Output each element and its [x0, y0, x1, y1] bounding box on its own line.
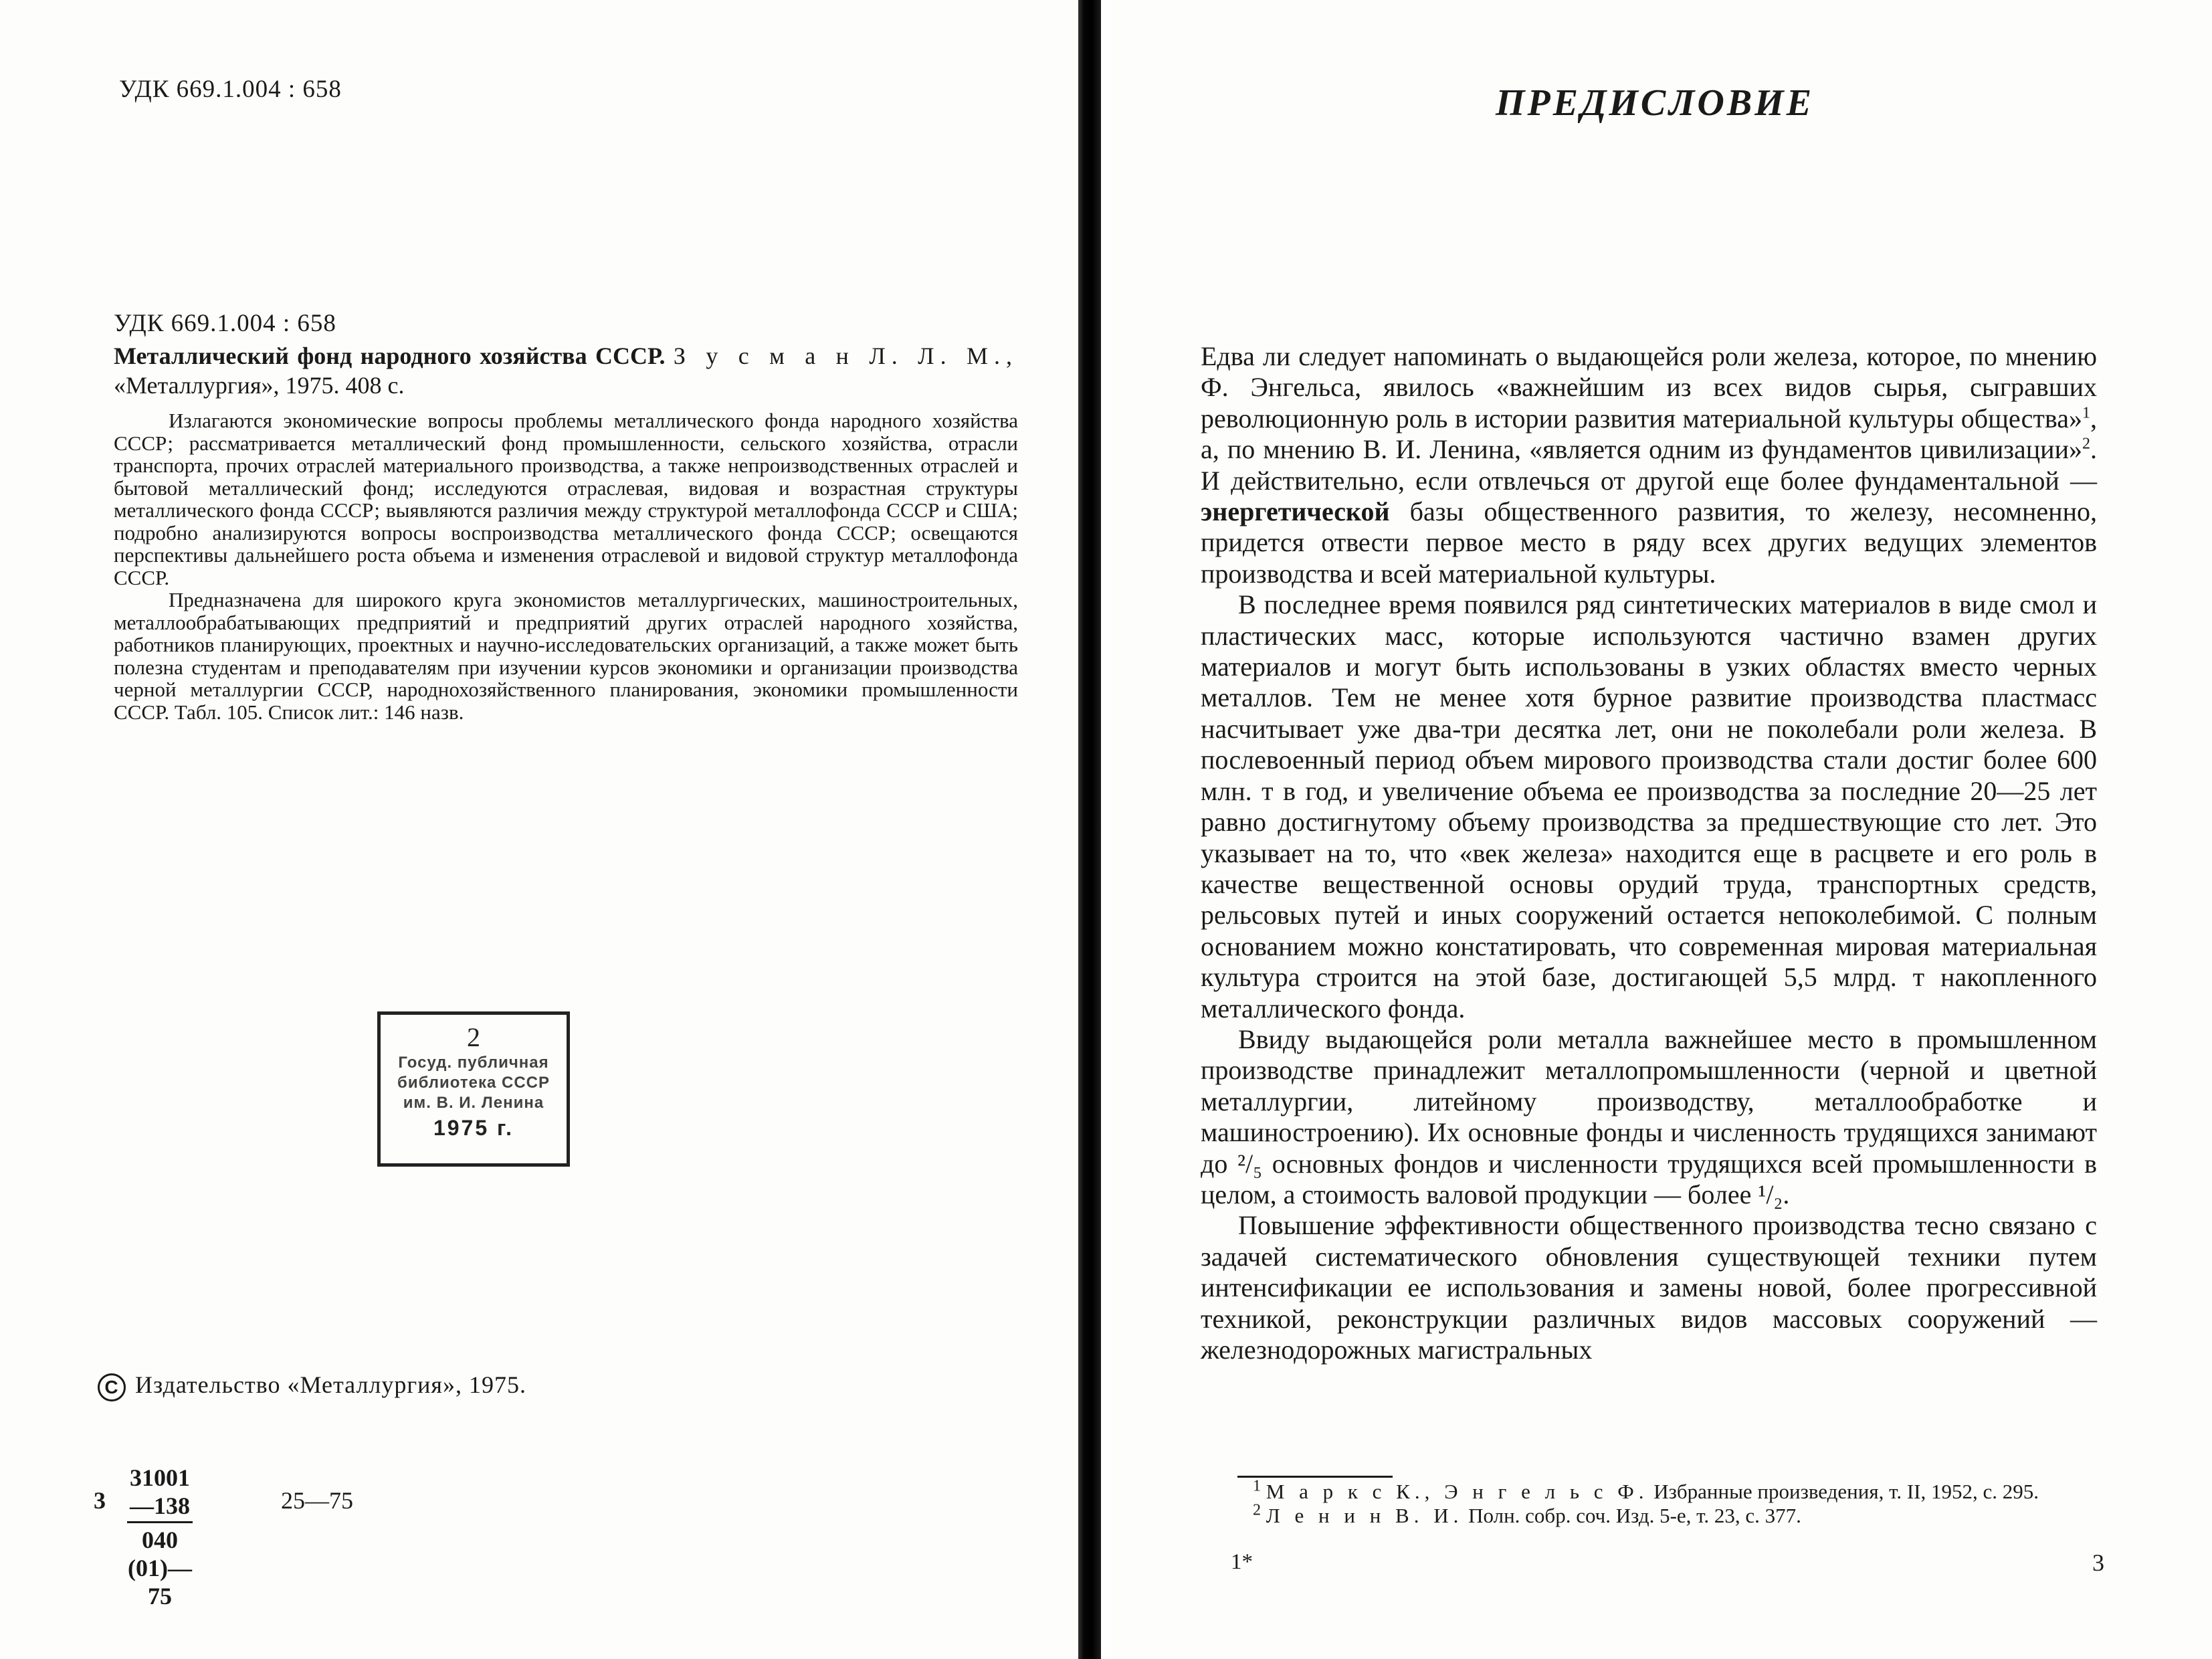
footnote-ref-2: 2: [2082, 435, 2090, 453]
stamp-line: им. В. И. Ленина: [403, 1094, 544, 1112]
code-suffix: 25—75: [281, 1487, 353, 1514]
footnote-text: Полн. собр. соч. Изд. 5-е, т. 23, с. 377.: [1468, 1504, 1801, 1527]
stamp-number: 2: [467, 1022, 480, 1052]
code-denominator: 040 (01)—75: [128, 1527, 192, 1609]
code-fraction: [127, 1464, 193, 1610]
footnotes: [1253, 1477, 2102, 1528]
left-page: [0, 0, 1084, 1659]
text-run: основных фондов и численности трудящихся всей промышленности в целом, а стоимость валовой продукции — более: [1201, 1148, 2097, 1209]
footnote-ref-1: 1: [2082, 404, 2090, 422]
bold-term: энергетической: [1201, 496, 1390, 527]
fraction-two-fifths: ²/₅: [1237, 1148, 1263, 1179]
code-numerator: 31001—138: [127, 1464, 193, 1523]
footnote-2: [1253, 1501, 2102, 1528]
biblio-title: Металлический фонд народного хозяйства СССР.: [114, 343, 666, 369]
abstract: [114, 409, 1018, 723]
text-run: базы общественного развития, то железу, несомненно, придется отвести первое место в ряду всех других ведущих элементов производства и всей материальной культуры.: [1201, 496, 2097, 589]
preface-paragraph-1: [1201, 341, 2097, 589]
footnote-1: [1253, 1477, 2102, 1504]
copyright-text: Издательство «Металлургия», 1975.: [135, 1371, 526, 1398]
fraction-one-half: ¹/₂: [1758, 1179, 1783, 1209]
page-title: ПРЕДИСЛОВИЕ: [1496, 82, 1815, 124]
preface-paragraph-3: [1201, 1024, 2097, 1210]
text-run: , а, по мнению В. И. Ленина, «является одним из фундаментов цивилизации»: [1201, 403, 2097, 465]
bibliographic-entry: [114, 341, 1018, 400]
abstract-paragraph-2: Предназначена для широкого круга экономистов металлургических, машиностроительных, металлообрабатывающих предприятий и предприятий других отраслей народного хозяйства, работников планирующих, проектных и научно-исследовательских организаций, а также может быть полезна студентам и преподавателям при изучении курсов экономики и организации производства черной металлургии СССР, народнохозяйственного планирования, экономики промышленности СССР. Табл. 105. Список лит.: 146 назв.: [114, 588, 1018, 724]
footnote-author: Л е н и н В. И.: [1266, 1504, 1464, 1527]
text-run: Ввиду выдающейся роли металла важнейшее место в промышленном производстве принадлежит металлопромышленности (черной и цветной металлургии, литейному производству, металлообработке и машиностроению). Их основные фонды и численность трудящихся занимают до: [1201, 1023, 2097, 1179]
copyright-icon: C: [98, 1373, 126, 1401]
text-run: . И действительно, если отвлечься от другой еще более фундаментальной —: [1201, 434, 2097, 496]
preface-body: [1201, 341, 2097, 1365]
biblio-publisher: «Металлургия», 1975. 408 с.: [114, 372, 405, 399]
footnote-number: 1: [1253, 1477, 1261, 1495]
book-spine-shadow: [1078, 0, 1101, 1659]
stamp-line: Госуд. публичная: [398, 1054, 549, 1072]
abstract-paragraph-1: Излагаются экономические вопросы проблемы металлического фонда народного хозяйства СССР; рассматривается металлический фонд промышленности, сельского хозяйства, отрасли транспорта, прочих отраслей материального производства, а также непроизводственных отраслей и бытовой металлический фонд; исследуются отраслевая, видовая и возрастная структуры металлического фонда СССР; выявляются различия между структурой металлофонда СССР и США; подробно анализируются вопросы воспроизводства металлического фонда СССР; освещаются перспективы дальнейшего роста объема и изменения отраслевой и видовой структур металлофонда СССР.: [114, 409, 1018, 589]
stamp-year: 1975 г.: [433, 1116, 514, 1140]
footnote-number: 2: [1253, 1501, 1261, 1519]
library-stamp: [377, 1011, 570, 1167]
stamp-line: библиотека СССР: [397, 1074, 550, 1092]
code-prefix: 3: [94, 1487, 106, 1514]
text-run: .: [1783, 1179, 1790, 1209]
udk-code: УДК 669.1.004 : 658: [114, 310, 336, 337]
footnote-author: М а р к с К., Э н г е л ь с Ф.: [1266, 1480, 1649, 1503]
preface-paragraph-2: В последнее время появился ряд синтетических материалов в виде смол и пластических масс, которые используются частично взамен других материалов и могут быть использованы в узких областях вместо черных металлов. Тем не менее хотя бурное развитие производства пластмасс насчитывает уже два-три десятка лет, они не поколебали роли железа. В послевоенный период объем мирового производства стали достиг более 600 млн. т в год, и увеличение объема ее производства за последние 20—25 лет равно достигнутому объему производства за предшествующие сто лет. Это указывает на то, что «век железа» находится еще в расцвете и его роль в качестве вещественной основы орудий труда, транспортных средств, рельсовых путей и иных сооружений остается непоколебимой. С полным основанием можно констатировать, что современная мировая материальная культура строится на этой базе, достигающей 5,5 млрд. т накопленного металлического фонда.: [1201, 589, 2097, 1023]
text-run: Едва ли следует напоминать о выдающейся роли железа, которое, по мнению Ф. Энгельса, явилось «важнейшим из всех видов сырья, сыгравших революционную роль в истории развития материальной культуры общества»: [1201, 341, 2097, 433]
copyright-line: [98, 1371, 526, 1401]
biblio-author: З у с м а н Л. Л. М.,: [673, 343, 1018, 369]
udk-top: УДК 669.1.004 : 658: [119, 76, 342, 103]
footnote-text: Избранные произведения, т. II, 1952, с. 295.: [1653, 1480, 2039, 1503]
page-number: 3: [2092, 1549, 2104, 1576]
preface-paragraph-4: Повышение эффективности общественного производства тесно связано с задачей систематического обновления существующей техники путем интенсификации ее использования и замены новой, более прогрессивной техникой, реконструкции различных видов массовых сооружений — железнодорожных магистральных: [1201, 1210, 2097, 1365]
signature-mark: 1*: [1231, 1550, 1253, 1574]
